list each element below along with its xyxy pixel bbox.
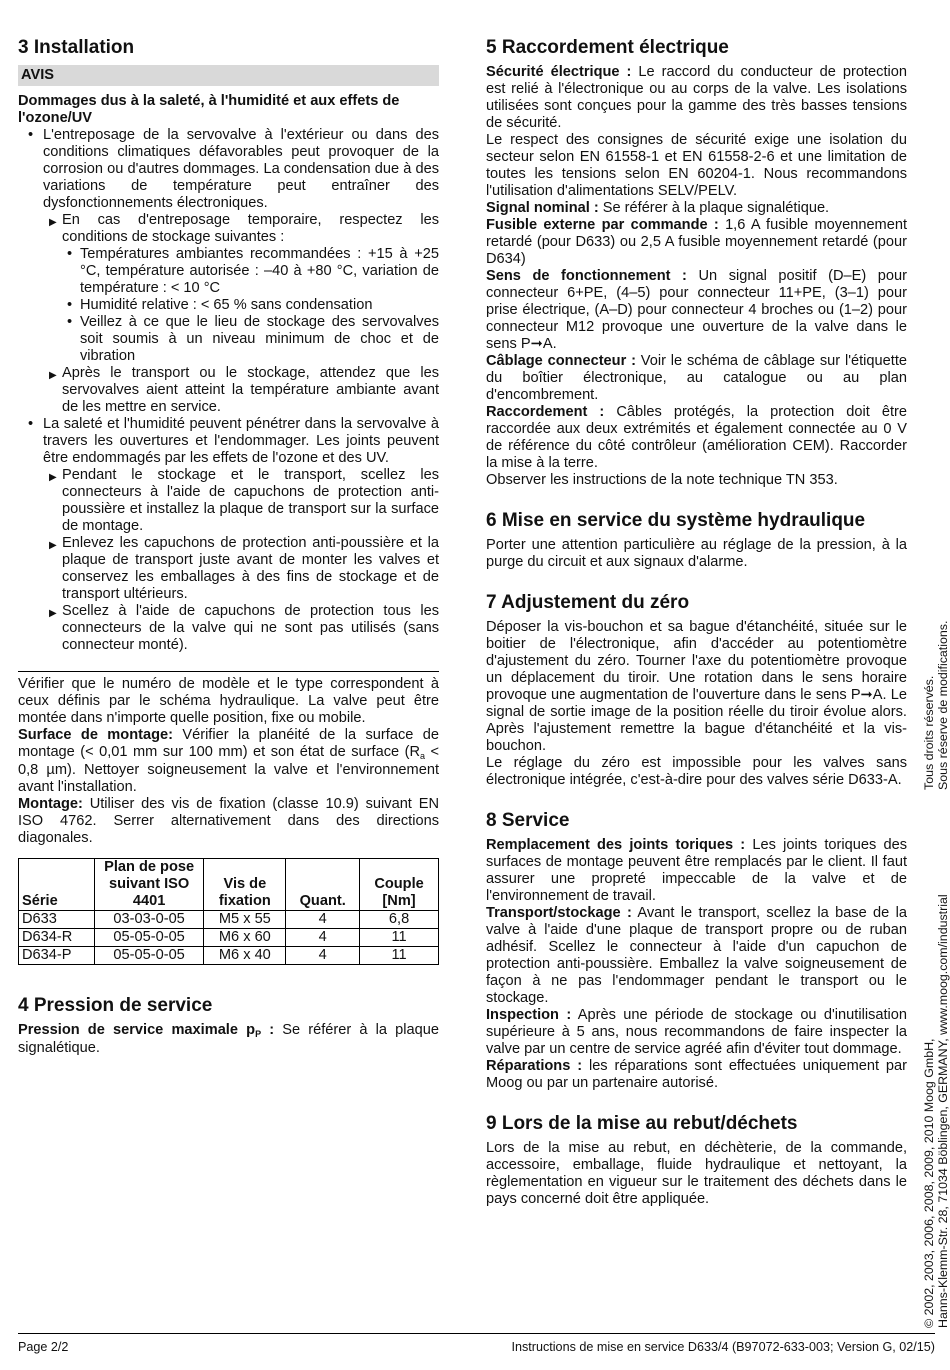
label: Réparations : xyxy=(486,1058,583,1074)
paragraph: Déposer la vis-bouchon et sa bague d'étanchéité, située sur le boitier de l'électronique, afin d'accéder au potentiomètre d'ajustement du zéro. Tourner l'axe du potentiomètre provoque un déplacement du tiroir. Une rotation dans le sens horaire provoque une augmentation de l'ouverture dans le sens P➞A. Le signal de sortie image de la position réelle du tiroir évolue alors. Après l'ajustement remettre la bague d'étanchéité et la vis-bouchon. xyxy=(486,619,907,754)
table-cell: 05-05-0-05 xyxy=(94,947,204,965)
table-cell: 4 xyxy=(286,929,360,947)
arrow-item: ▶ Pendant le stockage et le transport, scellez les connecteurs à l'aide de capuchons de protection anti-poussière et installez la plaque de transport sur la surface de montage. xyxy=(18,467,439,535)
section-4-title: 4 Pression de service xyxy=(18,995,213,1016)
label: Surface de montage: xyxy=(18,727,173,743)
paragraph: Observer les instructions de la note technique TN 353. xyxy=(486,472,838,488)
section-6-title: 6 Mise en service du système hydraulique xyxy=(486,510,866,531)
paragraph xyxy=(486,200,907,217)
text: Voir le schéma de câblage sur l'étiquette du boîtier électronique, au catalogue ou au plan d'encombrement. xyxy=(486,353,907,403)
text: Vérifier la planéité de la surface de montage (< 0,01 mm sur 100 mm) et son état de surface (R xyxy=(18,727,439,760)
text: Les joints toriques des surfaces de montage peuvent être remplacés par le client. Il faut assurer une propreté impeccable de la valve et de l'environnement de travail. xyxy=(486,837,908,904)
left-column xyxy=(18,36,439,1057)
section-5-title: 5 Raccordement électrique xyxy=(486,37,729,58)
table-header-row xyxy=(19,859,439,911)
paragraph xyxy=(486,837,907,905)
section-7 xyxy=(486,591,907,789)
paragraph xyxy=(18,796,439,847)
section-9 xyxy=(486,1112,907,1208)
label: Signal nominal : xyxy=(486,200,599,216)
paragraph: Lors de la mise au rebut, en déchèterie, de la commande, accessoire, emballage, fluide hydraulique et nettoyant, la règlementation en vigueur sur le traitement des déchets dans le pays concerné doit être appliquée. xyxy=(486,1140,907,1207)
label-colon: : xyxy=(261,1022,275,1038)
table-cell: M6 x 40 xyxy=(204,947,286,965)
paragraph: Porter une attention particulière au réglage de la pression, à la purge du circuit et aux signaux d'alarme. xyxy=(486,537,907,570)
footer-divider xyxy=(18,1333,935,1334)
label: Sécurité électrique : xyxy=(486,64,632,80)
label: Transport/stockage : xyxy=(486,905,632,921)
text: Utiliser des vis de fixation (classe 10.9) suivant EN ISO 4762. Serrer alternativement dans des directions diagonales. xyxy=(18,796,439,846)
section-8-title: 8 Service xyxy=(486,810,570,831)
text: 1,6 A fusible moyennement retardé (pour D633) ou 2,5 A fusible moyennement retardé (pour D634) xyxy=(486,217,908,267)
text: Se référer à la plaque signalétique. xyxy=(18,1022,439,1056)
table-row xyxy=(19,947,439,965)
section-7-title: 7 Adjustement du zéro xyxy=(486,592,690,613)
paragraph xyxy=(486,905,907,1007)
text: Le raccord du conducteur de protection est relié à l'électronique ou au corps de la valve. Les isolations utilisées sont conçues pour la gamme des très basses tensions de sécurité. xyxy=(486,64,907,131)
divider xyxy=(18,671,439,672)
sub-bullet-item: • Températures ambiantes recommandées : +15 à +25 °C, température autorisée : –40 à +80 °C, variation de température : < 10 °C xyxy=(18,246,439,297)
warning-title: Dommages dus à la saleté, à l'humidité et aux effets de l'ozone/UV xyxy=(18,93,400,126)
right-column xyxy=(486,36,907,1208)
document-reference: Instructions de mise en service D633/4 (B97072-633-003; Version G, 02/15) xyxy=(511,1340,935,1354)
rights-notice xyxy=(922,621,950,790)
copyright-line: © 2002, 2003, 2006, 2008, 2009, 2010 Moog GmbH, xyxy=(922,1038,936,1328)
page-number: Page 2/2 xyxy=(18,1340,69,1354)
table-cell: 6,8 xyxy=(360,911,439,929)
table-cell: D634-R xyxy=(19,929,95,947)
paragraph xyxy=(486,64,907,132)
table-cell: 11 xyxy=(360,947,439,965)
label: Montage: xyxy=(18,796,83,812)
table-cell: M6 x 60 xyxy=(204,929,286,947)
text: Se référer à la plaque signalétique. xyxy=(598,200,830,216)
paragraph xyxy=(486,1007,907,1058)
section-9-title: 9 Lors de la mise au rebut/déchets xyxy=(486,1113,798,1134)
table-cell: 4 xyxy=(286,911,360,929)
arrow-item: ▶ Scellez à l'aide de capuchons de protection tous les connecteurs de la valve qui ne sont pas utilisés (sans connecteur monté). xyxy=(18,603,439,654)
paragraph xyxy=(18,727,439,796)
section-8 xyxy=(486,809,907,1092)
table-cell: D634-P xyxy=(19,947,95,965)
table-cell: M5 x 55 xyxy=(204,911,286,929)
copyright-notice xyxy=(922,894,950,1328)
paragraph xyxy=(486,268,907,353)
table-cell: 11 xyxy=(360,929,439,947)
label xyxy=(18,1022,274,1038)
label: Raccordement : xyxy=(486,404,605,420)
subscript: a xyxy=(419,751,425,761)
paragraph xyxy=(486,404,907,472)
label: Inspection : xyxy=(486,1007,572,1023)
table-cell: 03-03-0-05 xyxy=(94,911,204,929)
text: Après une période de stockage ou d'inutilisation supérieure à 5 ans, nous recommandons de faire inspecter la valve par un centre de service agréé afin d'éviter tout dommage. xyxy=(486,1007,908,1057)
label-text: Pression de service maximale p xyxy=(18,1022,256,1038)
mounting-table xyxy=(18,858,439,965)
section-4 xyxy=(18,994,439,1057)
text: Câbles protégés, la protection doit être raccordée aux deux extrémités et également connectée au 0 V de référence du côté contrôleur (amélioration CEM). Raccorder la mise à la terre. xyxy=(486,404,907,471)
bullet-item: • La saleté et l'humidité peuvent pénétrer dans la servovalve à travers les ouvertures et l'endommager. Les joints peuvent être endommagés par les effets de l'ozone et des UV. xyxy=(18,416,439,467)
paragraph xyxy=(486,353,907,404)
sub-bullet-item: • Veillez à ce que le lieu de stockage des servovalves soit soumis à un niveau minimum de choc et de vibration xyxy=(18,314,439,365)
text: Un signal positif (D–E) pour connecteur 6+PE, (4–5) pour connecteur 11+PE, (3–1) pour prise électrique, (A–D) pour connecteur 4 broches ou (1–2) pour connecteur M12 provoque une ouverture de la valve dans le sens P➞A. xyxy=(486,268,907,352)
copyright-line: Hanns-Klemm-Str. 28, 71034 Böblingen, GERMANY, www.moog.com/industrial xyxy=(936,894,950,1328)
label: Fusible externe par commande : xyxy=(486,217,719,233)
paragraph xyxy=(18,1022,439,1057)
text: les réparations sont effectuées uniquement par Moog ou par un partenaire autorisé. xyxy=(486,1058,907,1091)
paragraph: Le réglage du zéro est impossible pour les valves sans électronique intégrée, c'est-à-dire pour des valves série D633-A. xyxy=(486,755,907,788)
section-3-title: 3 Installation xyxy=(18,37,135,58)
notice-banner: AVIS xyxy=(18,65,439,86)
table-header: Série xyxy=(19,859,95,911)
text: < 0,8 µm). Nettoyer soigneusement la valve et l'environnement avant l'installation. xyxy=(18,744,440,795)
paragraph: Vérifier que le numéro de modèle et le type correspondent à ceux définis par le schéma hydraulique. La valve peut être montée dans n'importe quelle position, fixe ou mobile. xyxy=(18,676,439,726)
arrow-item: ▶ En cas d'entreposage temporaire, respectez les conditions de stockage suivantes : xyxy=(18,212,439,246)
rights-line: Tous droits réservés. xyxy=(922,675,936,790)
paragraph xyxy=(486,1058,907,1092)
table-cell: D633 xyxy=(19,911,95,929)
text: Avant le transport, scellez la base de la valve à l'aide d'une plaque de transport propre ou de ruban adhésif. Scellez le connecteur à l'aide d'un capuchon de protection anti-poussière. Emballez la valve soigneusement de façon à ne pas l'endommager pendant le transport ou le stockage. xyxy=(486,905,907,1006)
paragraph xyxy=(486,217,907,268)
table-row xyxy=(19,911,439,929)
label: Remplacement des joints toriques : xyxy=(486,837,746,853)
subscript: P xyxy=(255,1029,262,1039)
table-header: Couple [Nm] xyxy=(360,859,439,911)
arrow-item: ▶ Enlevez les capuchons de protection anti-poussière et la plaque de transport juste avant de monter les valves et conservez les emballages à des fins de stockage et de transport ultérieurs. xyxy=(18,535,439,603)
table-header: Quant. xyxy=(286,859,360,911)
rights-line: Sous réserve de modifications. xyxy=(936,620,950,790)
bullet-item: • L'entreposage de la servovalve à l'extérieur ou dans des conditions climatiques défavorables peut provoquer de la corrosion ou d'autres dommages. La condensation due à des variations de température peut entraîner des dysfonctionnements électroniques. xyxy=(18,127,439,212)
table-row xyxy=(19,929,439,947)
table-header: Vis de fixation xyxy=(204,859,286,911)
arrow-item: ▶ Après le transport ou le stockage, attendez que les servovalves aient atteint la température ambiante avant de les mettre en service. xyxy=(18,365,439,416)
table-cell: 05-05-0-05 xyxy=(94,929,204,947)
table-header: Plan de pose suivant ISO 4401 xyxy=(94,859,204,911)
label: Câblage connecteur : xyxy=(486,353,636,369)
paragraph: Le respect des consignes de sécurité exige une isolation du secteur selon EN 61558-1 et EN 61558-2-6 et une limitation de toutes les tensions selon EN 60204-1. Nous recommandons l'utilisation d'alimentations SELV/PELV. xyxy=(486,132,907,199)
sub-bullet-item: • Humidité relative : < 65 % sans condensation xyxy=(18,297,439,314)
table-cell: 4 xyxy=(286,947,360,965)
section-6 xyxy=(486,509,907,571)
label: Sens de fonctionnement : xyxy=(486,268,687,284)
